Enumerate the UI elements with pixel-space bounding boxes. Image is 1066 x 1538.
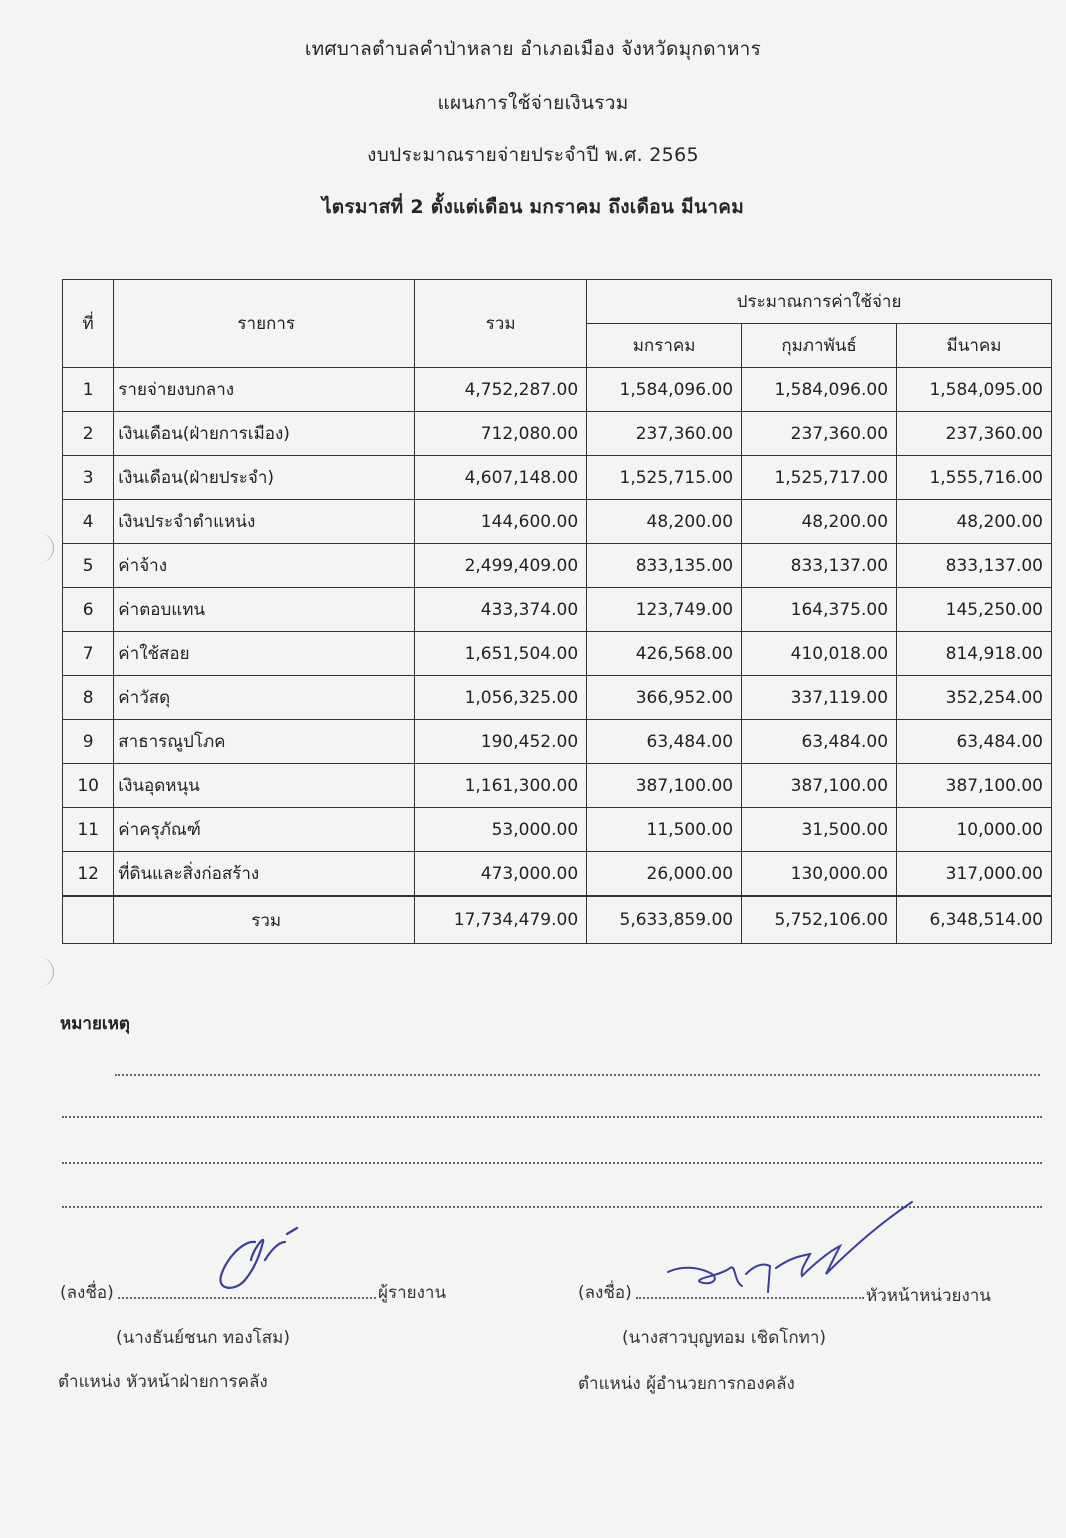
row-no: 9 — [63, 720, 114, 764]
row-no: 2 — [63, 412, 114, 456]
row-item: เงินเดือน(ฝ่ายการเมือง) — [114, 412, 415, 456]
right-role: หัวหน้าหน่วยงาน — [866, 1286, 991, 1306]
row-month-2: 410,018.00 — [742, 632, 897, 676]
row-month-1: 123,749.00 — [587, 588, 742, 632]
row-total: 433,374.00 — [415, 588, 587, 632]
row-total: 1,651,504.00 — [415, 632, 587, 676]
row-item: ค่าตอบแทน — [114, 588, 415, 632]
punch-hole-mark — [35, 957, 54, 987]
header-organization: เทศบาลตำบลคำป่าหลาย อำเภอเมือง จังหวัดมุกดาหาร — [304, 38, 762, 60]
row-month-1: 387,100.00 — [587, 764, 742, 808]
row-month-3: 10,000.00 — [897, 808, 1052, 852]
row-no: 6 — [63, 588, 114, 632]
row-month-3: 145,250.00 — [897, 588, 1052, 632]
remark-line — [62, 1116, 1042, 1118]
sum-label: รวม — [114, 896, 415, 944]
row-month-3: 814,918.00 — [897, 632, 1052, 676]
row-month-1: 48,200.00 — [587, 500, 742, 544]
row-month-1: 426,568.00 — [587, 632, 742, 676]
row-month-3: 833,137.00 — [897, 544, 1052, 588]
header-plan-title: แผนการใช้จ่ายเงินรวม — [437, 92, 629, 114]
row-total: 144,600.00 — [415, 500, 587, 544]
row-no: 8 — [63, 676, 114, 720]
row-month-2: 1,584,096.00 — [742, 368, 897, 412]
sum-no-cell — [63, 896, 114, 944]
row-month-2: 63,484.00 — [742, 720, 897, 764]
row-item: ค่าวัสดุ — [114, 676, 415, 720]
right-signer-position: ตำแหน่ง ผู้อำนวยการกองคลัง — [578, 1374, 795, 1394]
right-sign-prefix: (ลงชื่อ) — [578, 1283, 632, 1303]
row-total: 190,452.00 — [415, 720, 587, 764]
sum-month-3: 6,348,514.00 — [897, 896, 1052, 944]
sum-month-1: 5,633,859.00 — [587, 896, 742, 944]
row-month-1: 26,000.00 — [587, 852, 742, 897]
row-month-2: 237,360.00 — [742, 412, 897, 456]
row-item: ค่าใช้สอย — [114, 632, 415, 676]
table-sum-row — [63, 896, 1052, 944]
row-month-1: 366,952.00 — [587, 676, 742, 720]
remark-line — [62, 1162, 1042, 1164]
table-row — [63, 412, 1052, 456]
sum-month-2: 5,752,106.00 — [742, 896, 897, 944]
row-month-3: 1,584,095.00 — [897, 368, 1052, 412]
row-month-2: 1,525,717.00 — [742, 456, 897, 500]
row-total: 473,000.00 — [415, 852, 587, 897]
row-month-2: 337,119.00 — [742, 676, 897, 720]
row-month-3: 387,100.00 — [897, 764, 1052, 808]
table-row — [63, 720, 1052, 764]
row-total: 1,161,300.00 — [415, 764, 587, 808]
row-month-3: 237,360.00 — [897, 412, 1052, 456]
table-body — [63, 368, 1052, 897]
row-month-1: 833,135.00 — [587, 544, 742, 588]
left-signature-image — [205, 1220, 315, 1300]
table-row — [63, 852, 1052, 897]
row-no: 7 — [63, 632, 114, 676]
table-row — [63, 808, 1052, 852]
col-header-total: รวม — [415, 280, 587, 368]
punch-hole-mark — [35, 533, 54, 563]
header-budget-year: งบประมาณรายจ่ายประจำปี พ.ศ. 2565 — [367, 144, 699, 166]
row-month-1: 237,360.00 — [587, 412, 742, 456]
row-total: 1,056,325.00 — [415, 676, 587, 720]
row-no: 12 — [63, 852, 114, 897]
row-total: 4,752,287.00 — [415, 368, 587, 412]
right-signature-image — [650, 1196, 920, 1306]
col-header-month: กุมภาพันธ์ — [742, 324, 897, 368]
row-no: 10 — [63, 764, 114, 808]
remark-line — [115, 1074, 1040, 1076]
col-header-no: ที่ — [63, 280, 114, 368]
row-total: 712,080.00 — [415, 412, 587, 456]
row-month-3: 48,200.00 — [897, 500, 1052, 544]
row-no: 3 — [63, 456, 114, 500]
sum-total: 17,734,479.00 — [415, 896, 587, 944]
left-signer-name: (นางธันย์ชนก ทองโสม) — [116, 1328, 290, 1348]
row-no: 4 — [63, 500, 114, 544]
col-header-month: มกราคม — [587, 324, 742, 368]
budget-table — [62, 279, 1052, 944]
table-row — [63, 764, 1052, 808]
left-signer-position: ตำแหน่ง หัวหน้าฝ่ายการคลัง — [58, 1372, 268, 1392]
row-month-1: 11,500.00 — [587, 808, 742, 852]
row-total: 2,499,409.00 — [415, 544, 587, 588]
row-month-1: 1,525,715.00 — [587, 456, 742, 500]
row-month-3: 352,254.00 — [897, 676, 1052, 720]
row-month-3: 1,555,716.00 — [897, 456, 1052, 500]
row-item: เงินเดือน(ฝ่ายประจำ) — [114, 456, 415, 500]
row-month-1: 63,484.00 — [587, 720, 742, 764]
row-month-2: 130,000.00 — [742, 852, 897, 897]
table-row — [63, 500, 1052, 544]
header-quarter: ไตรมาสที่ 2 ตั้งแต่เดือน มกราคม ถึงเดือน มีนาคม — [321, 196, 745, 218]
table-row — [63, 544, 1052, 588]
row-month-2: 31,500.00 — [742, 808, 897, 852]
table-row — [63, 456, 1052, 500]
row-month-2: 833,137.00 — [742, 544, 897, 588]
table-row — [63, 676, 1052, 720]
left-role: ผู้รายงาน — [378, 1283, 447, 1303]
left-sign-prefix: (ลงชื่อ) — [60, 1283, 114, 1303]
row-total: 4,607,148.00 — [415, 456, 587, 500]
table-row — [63, 632, 1052, 676]
row-month-2: 387,100.00 — [742, 764, 897, 808]
row-no: 5 — [63, 544, 114, 588]
row-item: เงินอุดหนุน — [114, 764, 415, 808]
row-total: 53,000.00 — [415, 808, 587, 852]
row-month-2: 48,200.00 — [742, 500, 897, 544]
col-header-month: มีนาคม — [897, 324, 1052, 368]
col-header-estimate: ประมาณการค่าใช้จ่าย — [587, 280, 1052, 324]
row-month-3: 63,484.00 — [897, 720, 1052, 764]
table-row — [63, 588, 1052, 632]
row-item: ค่าจ้าง — [114, 544, 415, 588]
row-item: ค่าครุภัณฑ์ — [114, 808, 415, 852]
row-no: 1 — [63, 368, 114, 412]
row-month-1: 1,584,096.00 — [587, 368, 742, 412]
row-month-3: 317,000.00 — [897, 852, 1052, 897]
remark-label: หมายเหตุ — [60, 1014, 130, 1034]
table-row — [63, 368, 1052, 412]
row-item: ที่ดินและสิ่งก่อสร้าง — [114, 852, 415, 897]
row-item: สาธารณูปโภค — [114, 720, 415, 764]
row-month-2: 164,375.00 — [742, 588, 897, 632]
row-no: 11 — [63, 808, 114, 852]
row-item: เงินประจำตำแหน่ง — [114, 500, 415, 544]
col-header-item: รายการ — [114, 280, 415, 368]
right-signer-name: (นางสาวบุญทอม เชิดโกทา) — [622, 1328, 827, 1348]
row-item: รายจ่ายงบกลาง — [114, 368, 415, 412]
